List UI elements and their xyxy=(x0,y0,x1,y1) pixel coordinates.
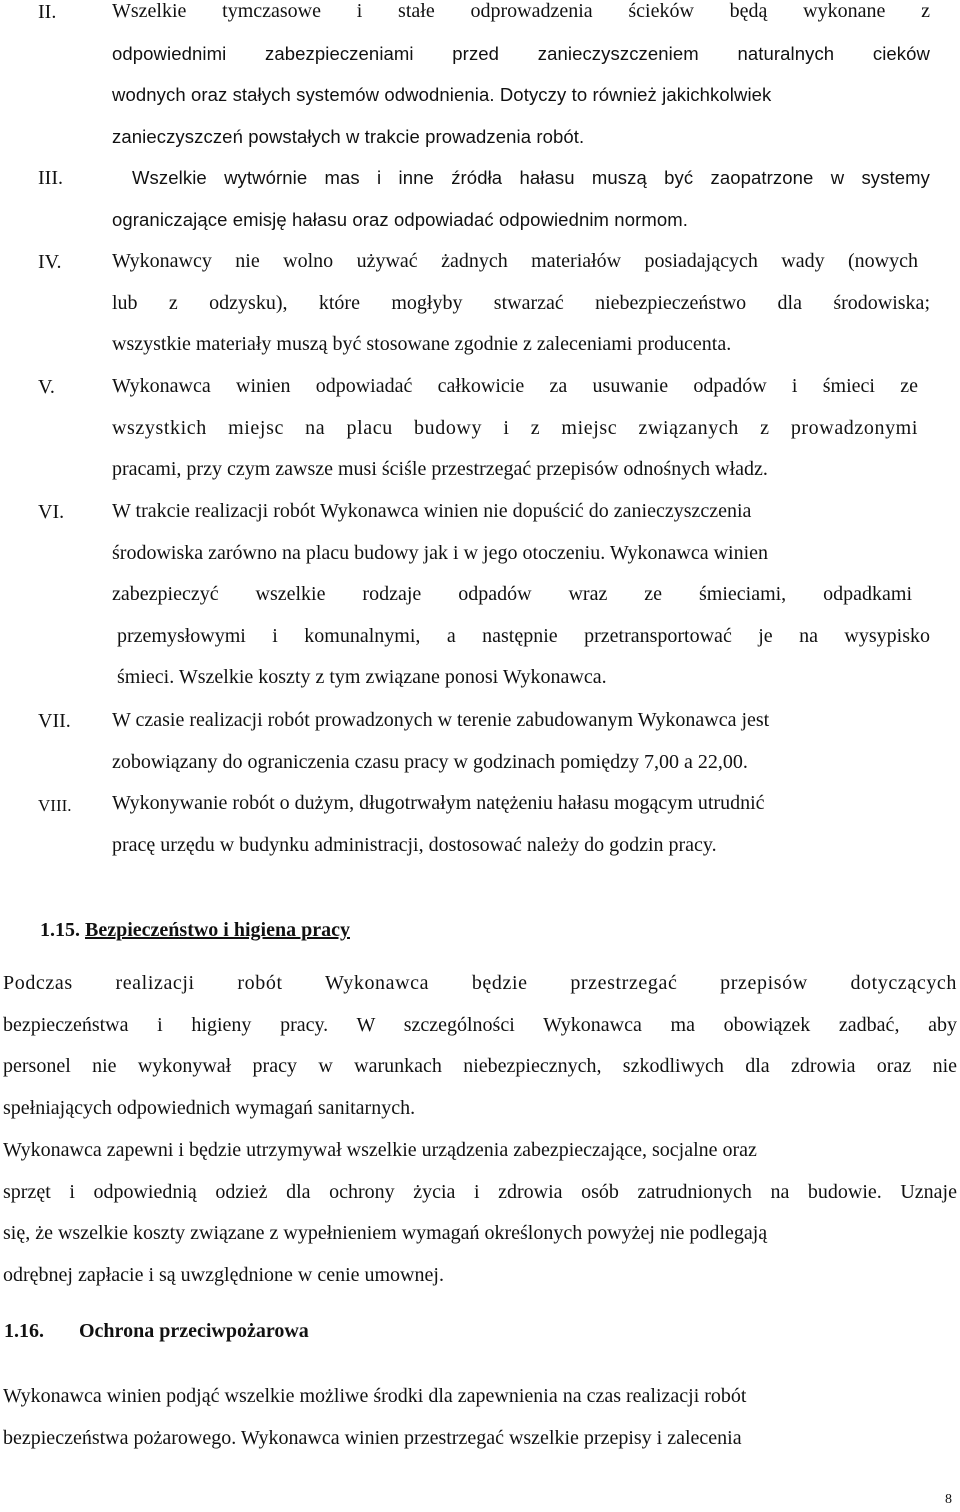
list-item-text xyxy=(112,366,930,491)
text-line: W czasie realizacji robót prowadzonych w terenie zabudowanym Wykonawca jest xyxy=(112,709,770,731)
text-line: odrębnej zapłacie i są uwzględnione w cenie umownej. xyxy=(3,1263,444,1286)
text-line: Podczas realizacji robót Wykonawca będzie przestrzegać przepisów dotyczących xyxy=(3,972,957,994)
text-line: zabezpieczyć wszelkie rodzaje odpadów wraz ze śmieciami, odpadkami xyxy=(112,583,912,606)
list-item-text xyxy=(112,491,930,699)
text-line: się, że wszelkie koszty związane z wypełnieniem wymagań określonych powyżej nie podlegają xyxy=(3,1222,768,1245)
text-line: przemysłowymi i komunalnymi, a następnie przetransportować je na wysypisko xyxy=(117,624,930,647)
list-numeral: VIII. xyxy=(38,796,72,815)
text-line: lub z odzysku), które mogłyby stwarzać niebezpieczeństwo dla środowiska; xyxy=(112,291,930,314)
text-line: W trakcie realizacji robót Wykonawca winien nie dopuścić do zanieczyszczenia xyxy=(112,500,752,522)
list-item-text xyxy=(112,157,930,240)
text-line: bezpieczeństwa pożarowego. Wykonawca winien przestrzegać wszelkie przepisy i zalecenia xyxy=(3,1426,742,1449)
section-heading-1-16 xyxy=(4,1319,309,1343)
list-numeral: VI. xyxy=(38,501,65,523)
list-numeral: II. xyxy=(38,1,57,23)
text-line: sprzęt i odpowiednią odzież dla ochrony życia i zdrowia osób zatrudnionych na budowie. Uznaje xyxy=(3,1180,957,1203)
paragraph xyxy=(3,1376,957,1459)
text-line: Wszelkie tymczasowe i stałe odprowadzenia ścieków będą wykonane z xyxy=(112,0,930,22)
list-item-text xyxy=(112,783,930,866)
text-line: odpowiednimi zabezpieczeniami przed zanieczyszczeniem naturalnych cieków xyxy=(112,42,930,64)
text-line: środowiska zarówno na placu budowy jak i w jego otoczeniu. Wykonawca winien xyxy=(112,541,769,564)
text-line: Wykonawca zapewni i będzie utrzymywał wszelkie urządzenia zabezpieczające, socjalne oraz xyxy=(3,1139,757,1161)
section-title: Bezpieczeństwo i higiena pracy xyxy=(85,919,350,941)
section-title: Ochrona przeciwpożarowa xyxy=(79,1320,309,1342)
text-line: spełniających odpowiednich wymagań sanitarnych. xyxy=(3,1096,416,1119)
text-line: pracami, przy czym zawsze musi ściśle przestrzegać przepisów odnośnych władz. xyxy=(112,458,768,481)
text-line: ograniczające emisję hałasu oraz odpowiadać odpowiednim normom. xyxy=(112,208,688,230)
text-line: pracę urzędu w budynku administracji, dostosować należy do godzin pracy. xyxy=(112,833,717,856)
list-item-text xyxy=(112,241,930,366)
text-line: bezpieczeństwa i higieny pracy. W szczególności Wykonawca ma obowiązek zadbać, aby xyxy=(3,1013,957,1036)
list-item-text xyxy=(112,0,930,157)
text-line: personel nie wykonywał pracy w warunkach niebezpiecznych, szkodliwych dla zdrowia oraz nie xyxy=(3,1055,957,1078)
text-line: Wykonywanie robót o dużym, długotrwałym natężeniu hałasu mogącym utrudnić xyxy=(112,792,765,814)
list-numeral: III. xyxy=(38,167,63,189)
list-item-text xyxy=(112,700,930,783)
text-line: zobowiązany do ograniczenia czasu pracy w godzinach pomiędzy 7,00 a 22,00. xyxy=(112,750,748,773)
paragraph xyxy=(3,963,957,1129)
text-line: Wykonawca winien podjąć wszelkie możliwe środki dla zapewnienia na czas realizacji robót xyxy=(3,1385,747,1407)
paragraph xyxy=(3,1130,957,1296)
page-number: 8 xyxy=(945,1492,952,1507)
text-line: wszystkie materiały muszą być stosowane zgodnie z zaleceniami producenta. xyxy=(112,333,732,356)
text-line: Wykonawca winien odpowiadać całkowicie za usuwanie odpadów i śmieci ze xyxy=(112,375,918,397)
list-numeral: V. xyxy=(38,376,55,398)
text-line: śmieci. Wszelkie koszty z tym związane ponosi Wykonawca. xyxy=(117,666,607,689)
text-line: wszystkich miejsc na placu budowy i z miejsc związanych z prowadzonymi xyxy=(112,416,918,439)
section-heading-1-15 xyxy=(40,918,350,942)
section-number: 1.15. xyxy=(40,919,80,941)
text-line: wodnych oraz stałych systemów odwodnienia. Dotyczy to również jakichkolwiek xyxy=(112,84,772,106)
list-numeral: VII. xyxy=(38,710,71,732)
text-line: zanieczyszczeń powstałych w trakcie prowadzenia robót. xyxy=(112,125,585,147)
text-line: Wykonawcy nie wolno używać żadnych materiałów posiadających wady (nowych xyxy=(112,250,918,272)
list-numeral: IV. xyxy=(38,251,62,273)
section-number: 1.16. xyxy=(4,1320,44,1342)
text-line: Wszelkie wytwórnie mas i inne źródła hałasu muszą być zaopatrzone w systemy xyxy=(132,167,930,188)
